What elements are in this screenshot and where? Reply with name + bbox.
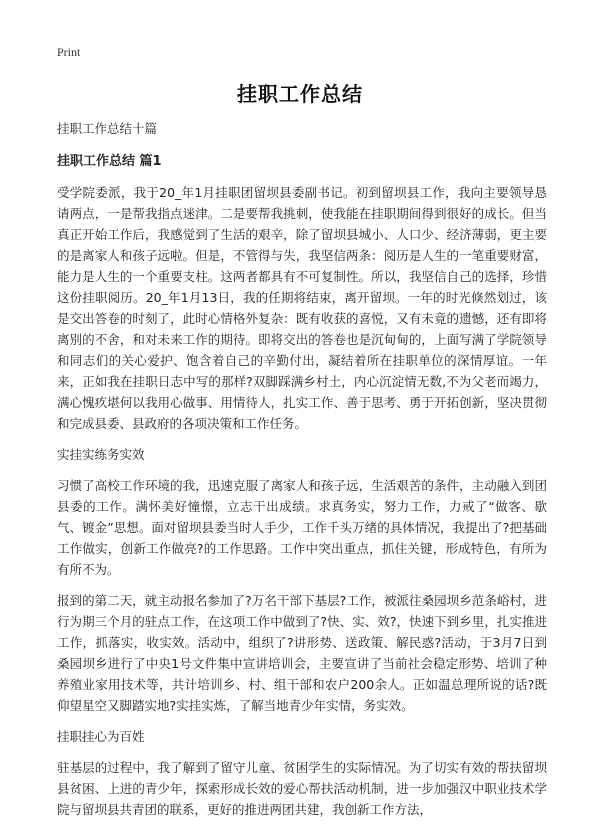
paragraph-3: 报到的第二天，就主动报名参加了?万名干部下基层?工作，被派往桑园坝乡范条峪村，进行为期三个月的驻点工作，在这项工作中做到了?快、实、效?，快速下到乡里，扎实推进工作，抓落实，收实效。活动中，组织了?讲形势、送政策、解民惑?活动，于3月7日到桑园坝乡进行了中央1号文件集中宣讲培训会，主要宣讲了当前社会稳定形势、培训了种养殖业家用技术等，共计培训乡、村、组干部和农户200余人。正如温总理所说的话?既仰望星空又脚踏实地?实挂实炼，了解当地青少年实情，务实效。 xyxy=(57,593,547,713)
document-body xyxy=(57,118,547,830)
paragraph-1: 受学院委派，我于20_年1月挂职团留坝县委副书记。初到留坝县工作，我向主要领导恳请两点，一是帮我指点迷津。二是要帮我挑刺，使我能在挂职期间得到很好的成长。但当真正开始工作后，我感觉到了生活的艰辛，除了留坝县城小、人口少、经济薄弱，更主要的是离家人和孩子远啦。但是，不管得与失，我坚信两条：阅历是人生的一笔重要财富，能力是人生的一个重要支柱。这两者都具有不可复制性。所以，我坚信自己的选择，珍惜这份挂职阅历。20_年1月13日，我的任期将结束，离开留坝。一年的时光倏然划过，该是交出答卷的时刻了，此时心情格外复杂：既有收获的喜悦，又有未竟的遗憾，还有即将离别的不舍，和对未来工作的期待。即将交出的答卷也是沉甸甸的，上面写满了学院领导和同志们的关心爱护、饱含着自己的辛勤付出，凝结着所在挂职单位的深情厚谊。一年来，正如我在挂职日志中写的那样?双脚踩满乡村土，内心沉淀情无数,不为父老而竭力，满心愧疚堪何以我用心做事、用情待人，扎实工作、善于思考、勇于开拓创新，坚决贯彻和完成县委、县政府的各项决策和工作任务。 xyxy=(57,185,547,431)
document-title: 挂职工作总结 xyxy=(237,82,363,106)
section-label-2: 挂职挂心为百姓 xyxy=(57,729,145,744)
section-heading: 挂职工作总结 篇1 xyxy=(57,154,162,169)
section-label-1: 实挂实练务实效 xyxy=(57,447,145,462)
paragraph-2: 习惯了高校工作环境的我，迅速克服了离家人和孩子远，生活艰苦的条件，主动融入到团县委的工作。满怀美好憧憬，立志干出成绩。求真务实，努力工作，力戒了“做客、歇气、镀金”思想。面对留坝县委当时人手少，工作千头万绪的具体情况，我提出了?把基础工作做实，创新工作做亮?的工作思路。工作中突出重点，抓住关键，形成特色，有所为有所不为。 xyxy=(57,478,547,577)
print-link[interactable]: Print xyxy=(57,45,81,59)
paragraph-4: 驻基层的过程中，我了解到了留守儿童、贫困学生的实际情况。为了切实有效的帮扶留坝县贫困、上进的青少年，探索形成长效的爱心帮扶活动机制，进一步加强汉中职业技术学院与留坝县共青团的联系，更好的推进两团共建，我创新工作方法， xyxy=(57,760,547,817)
document-subtitle: 挂职工作总结十篇 xyxy=(57,121,158,136)
